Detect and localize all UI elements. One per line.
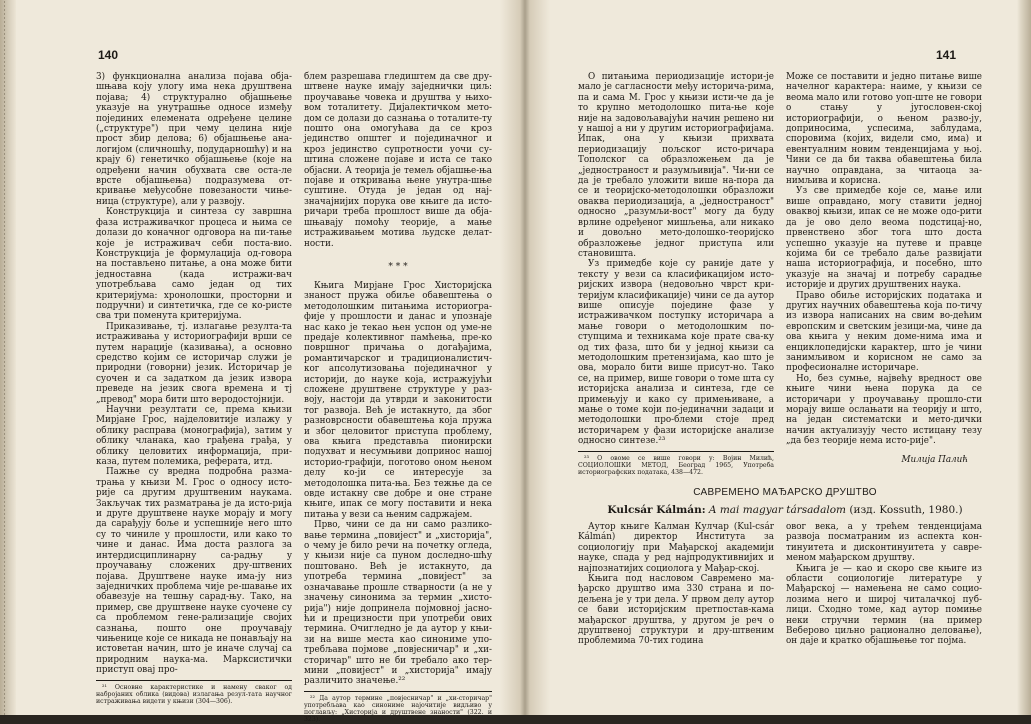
paragraph: Но, без сумње, највећу вредност ове књиге чини њена порука да се историчари у проучавању прошло-сти морају више ослањати на теорију и што, на један систематски и мето-дички начин актуализују често истицану тезу „да без теорије нема исто-рије".	[786, 373, 982, 447]
section-title: САВРЕМЕНО МАЂАРСКО ДРУШТВО	[693, 487, 877, 498]
book-gutter	[500, 0, 550, 715]
footnote	[96, 680, 292, 706]
footnote	[304, 691, 492, 724]
paragraph: Аутор књиге Калман Кулчар (Kul-csár Kálmán) директор Института за социологију при Мађарској академији науке, спада у ред најпродуктивнијих и најпознатијих социолога у Мађар-ској.	[578, 522, 774, 574]
book-title: A mai magyar társadalom	[708, 504, 847, 516]
footnote	[578, 451, 774, 477]
footnote-text: ²² Да аутор термине „повјесничар" и „хи-сторичар" употребљава као синониме најочитије видљиво у поглављу: „Хисторија и друштвене знаности" (322. и 323).	[304, 694, 492, 724]
paragraph: Може се поставити и једно питање више начелног карактера: наиме, у књизи се веома мало или готово уоп-ште не говори о стању у југословен-ској историографији, о њеном разво-ју, доприносима, успесима, заблудама, споровима (којих, видели смо, има) и евентуалним новим тенденцијама у њој. Чини се да би таква обавештења била научно оправдана, за читаоца за-нимљива и корисна.	[786, 72, 982, 187]
paragraph: Приказивање, тј. излагање резулта-та истраживања у историографији врши се путем нарације (казивања), а основно средство којим се историчар служи је природни (говорни) језик. Историчар је суочен и са задатком да језик извора преведе на језик свога времена и тј „превод" мора бити што веродостојнији.	[96, 321, 292, 405]
book-author: Kulcsár Kálmán:	[607, 504, 706, 516]
paragraph: овог века, а у трећем тенденцијама развоја посматраним из аспекта кон-тинуитета и дисконтинуитета у савре-меном мађарском друштву.	[786, 522, 982, 564]
paragraph: Пажње су вредна подробна разма-трања у књизи М. Грос о односу исто-рије са другим друштвеним наукама. Закључак тих разматрања је да исто-рија и друге друштвене науке морају и могу да сарађују боље и успешније него што су то чиниле у прошлости, или како то чине и данас. Има доста разлога за интердисциплинарну са-радњу у проучавању сложених дру-штвених појава. Друштвене науке има-ју низ заједничких проблема чије ре-шавање их обавезује на тешњу сарад-њу. Тако, на пример, све друштвене науке суочене су са проблемом гене-рализације својих сазнања, пошто оне проучавају чињенице које се никада не понављају на истоветан начин, што је иначе случај са природним наука-ма. Марксистички приступ овај про-	[96, 467, 292, 676]
review-signature: Милија Палић	[901, 454, 968, 465]
paragraph: Књига под насловом Савремено ма-ђарско друштво има 330 страна и по-дељена је у три дела. У првом делу аутор се бави историјским претпостав-кама мађарског друштва, у другом је реч о друштвеној структури и дру-штвеним проблемима 70-тих година	[578, 574, 774, 647]
paragraph: Прво, чини се да ни само разлико-вање термина „повијест" и „хисторија", о чему је било речи на почетку огледа, у књизи није са пуном доследно-шћу поштовано. Већ је истакнуто, да употреба термина „повијест" за означавање прошле стварности (а не у значењу синонима за термин „хисто-рија") није допринела појмовној јасно-ћи и прецизности при употреби ових термина. Очигледно је да аутор у књи-зи на више места као синониме упо-требљава појмове „повјесничар" и „хи-сторичар" што не би требало ако тер-мини „повијест" и „хисторија" имају различито значење.²²	[304, 520, 492, 687]
left-column-2	[304, 72, 492, 724]
page-number: 141	[936, 48, 957, 62]
paragraph: Уз све примедбе које се, мање или више оправдано, могу ставити једној оваквој књизи, ипак се не може одо-рити да је ово дело веома подстицај-но, првенствено због тога што доста успешно указује на путеве и правце којима би се требало даље развијати наша историографија, и посебно, што указује на значај и потребу сарадње историје и других друштвених наука.	[786, 186, 982, 291]
right-column-3	[578, 522, 774, 647]
right-column-4	[786, 522, 982, 647]
publisher-info: (изд. Kossuth, 1980.)	[849, 504, 963, 516]
right-page	[554, 0, 1016, 715]
page-edges-left	[0, 0, 16, 715]
paragraph: Право обиље историјских података и других научних обавештења која по-тичу из извора написаних на свим во-дећим европским и светским језици-ма, чине да ова књига у неким доме-нима има и енциклопедијски карактер, што је чини занимљивом и корисном не само за професионалне историчаре.	[786, 290, 982, 374]
section-separator: * * *	[388, 261, 408, 272]
paragraph: О питањима периодизације истори-је мало је сагласности међу историча-рима, па и сама М. Грос у књизи исти-че да је то крупно методолошко пита-ње које није на задовољавајући начин решено ни у нашој а ни у другим историографијама. Ипак, она у књизи прихвата периодизацију пољског исто-ричара Тополског са образложењем да је „једностраност и разумљивија". Чи-ни се да је требало уложити више на-пора да се и теоријско-методолошки образложи оваква периодизација, а „једностраност" односно „разумљи-вост" могу да буду врлине одређеног мишљења, али никако и довољно мето-долошко-теоријско образложење једног приступа или становишта.	[578, 72, 774, 259]
right-column-2	[786, 72, 982, 465]
left-column-1	[96, 72, 292, 705]
paragraph: блем разрешава гледиштем да све дру-штвене науке имају заједнички циљ: проучавање човека и друштва у њихо-вом тоталитету. Дијалектичком мето-дом се долази до сазнања о тоталите-ту пошто она омогућава да се кроз јединство општег и појединачног и кроз јединство супротности уочи су-штина сложене појаве и иста се тако објасни. А теорија је темељ објашње-ња појаве и откривања њене унутра-шње суштине. Отуда је један од нај-значајнијих порука ове књиге да исто-ричари треба прошлост више да обја-шњавају помоћу теорије, а мање истраживањем мотива људске делат-ности.	[304, 72, 492, 249]
footnote-text: ²¹ Основне карактеристике и намену сваког од набројаних облика (видова) излагања резул-тата научног истраживања видети у књизи (304—306).	[96, 683, 292, 705]
footnote-text: ²³ О овоме се више говори у: Војин Милић, СОЦИОЛОШКИ МЕТОД, Београд 1965, Употреба историографских података, 438—472.	[578, 454, 774, 477]
paragraph: Књига је — као и скоро све књиге из области социологије литературе у Мађарској — намењена не само социо-лозима него и широј читалачкој пуб-лици. Сходно томе, кад аутор помиње неки стручни термин (на пример Веберово циљно рационално деловање), он даје и кратко објашњење тог појма.	[786, 563, 982, 647]
paragraph: 3) функционална анализа појава обја-шњава коју улогу има нека друштвена појава; 4) структурално објашњење указује на унутрашње односе између појединих елемената одређене целине („структуре") при чему целина није прост збир делова; 6) објашњење ана-логијом (сличношћу, подударношћу) и на крају 6) генетичко објашњење (које на одређени начин обухвата све оста-ле врсте објашњења) подразумева от-кривање међусобне повезаности чиње-ница (структуре), али у развоју.	[96, 72, 292, 207]
paragraph: Конструкција и синтеза су завршна фаза истраживачког процеса и њима се долази до коначног одговора на пи-тање које је истраживач себи поста-вио. Конструкција је формулација од-говора на постављено питање, а она може бити једноставна (када истражи-вач употребљава само један од тих критеријума: хронолошки, просторни и подручни) и синтетичка, где се ко-ристе сва три поменута критеријума.	[96, 207, 292, 322]
section-subtitle	[554, 505, 1016, 515]
left-page	[18, 0, 498, 724]
paragraph: Научни резултати се, према књизи Мирјане Грос, најделовитије излажу у облику расправа (монографија), затим у облику чланака, као грађена грађа, у облику целовитих информација, при-каза, путем полемика, реферата, итд.	[96, 405, 292, 468]
paragraph: Уз примедбе које су раније дате у тексту у вези са класификацијом исто-ријских извора (недовољно чврст кри-теријум класификације) чини се да аутор више описује поједине фазе у истраживачком поступку историчара а мање говори о методолошким по-ступцима и техникама које прате сва-ку од тих фаза, што би у једној књизи са методолошким претензијама, као што је ова, морало бити више присут-но. Тако се, на пример, више говори о томе шта су историјска анализа и синтеза, где се примењују и како су примењиване, а мање о томе који по-јединачни задаци и методолошки про-блеми стоје пред историчарем у фази историјске анализе односно синтезе.²³	[578, 259, 774, 447]
right-column-1	[578, 72, 774, 476]
page-number: 140	[98, 48, 119, 62]
paragraph: Књига Мирјане Грос Хисторијска знаност пружа обиље обавештења о методолошким питањима историогра-фије у прошлости и данас и упознаје нас како је текао њен успон од уме-не предаје колективног памћења, пре-ко површног причања о догађајима, романтичарског и традиционалистич-ког апсолутизовања појединачног у историји, до науке која, истражујући сложене друштвене структуре у раз-воју, настоји да утврди и законитости тог развоја. Већ је истакнуто, да због разноврсности обавештења која пружа и због целовитог приступа проблему, ова књига представља пионирски подухват и несумњиви допринос нашој историо-графији, поготово оном њеном делу ко-ји се интересује за методолошка пита-ња. Без тежње да се овде истакну све добре и оне стране књиге, ипак се могу поставити и нека питања у вези са њеним садржајем.	[304, 280, 492, 520]
page-edges-right	[1017, 0, 1031, 715]
